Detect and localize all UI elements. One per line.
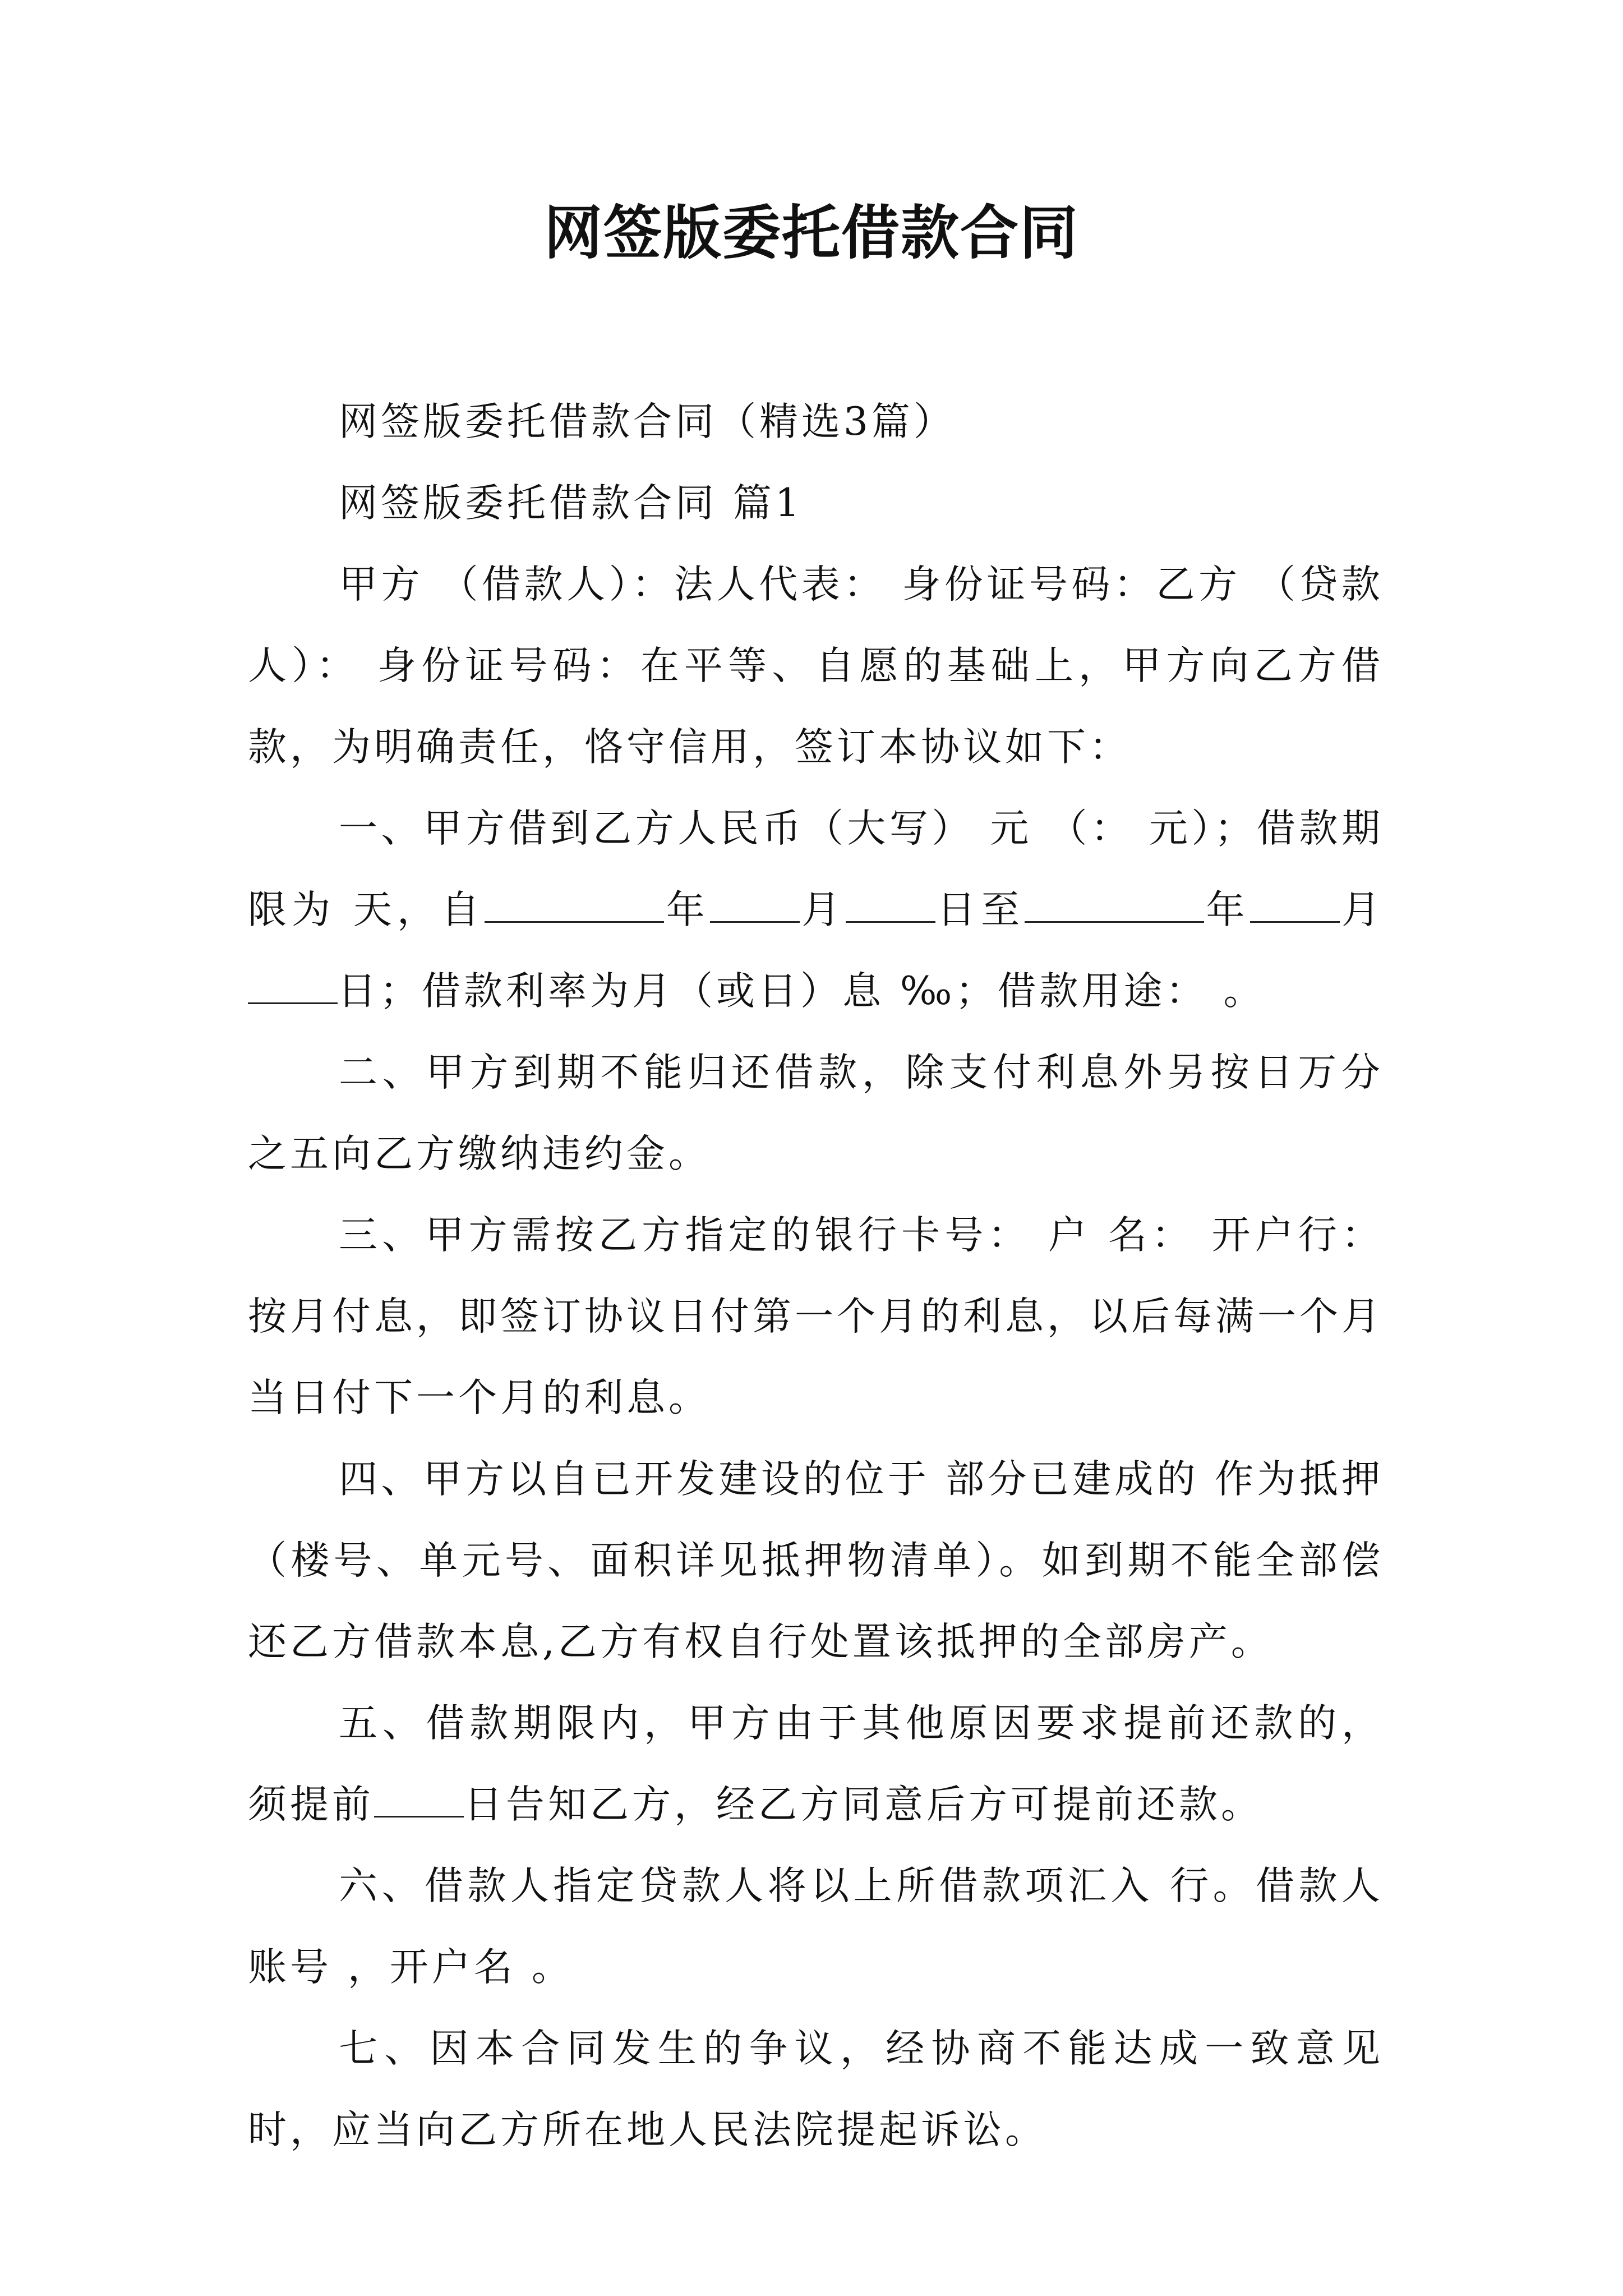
clause-1-text-c: 月: [799, 887, 846, 932]
clause-1-text-d: 日至: [935, 887, 1025, 932]
subtitle-line: 网签版委托借款合同（精选3篇）: [339, 399, 956, 444]
paragraph-clause-1: [248, 788, 1384, 1032]
blank-notice-days: [374, 1782, 464, 1818]
blank-start-month: [710, 887, 800, 923]
blank-end-day: [248, 969, 338, 1004]
paragraph-clause-6: 六、借款人指定贷款人将以上所借款项汇入 行。借款人账号 ，开户名 。: [248, 1864, 1384, 1990]
paragraph-clause-2: 二、甲方到期不能归还借款，除支付利息外另按日万分之五向乙方缴纳违约金。: [248, 1050, 1384, 1176]
document-body: [248, 381, 1384, 2171]
paragraph-clause-5: [248, 1683, 1384, 1846]
clause-1-text-a: 一、甲方借到乙方人民币（大写） 元 （： 元）；借款期限为 天，自: [248, 806, 1384, 932]
blank-start-year: [485, 887, 664, 923]
clause-5-text-a: 五、借款期限内，甲方由于其他原因要求提前还款的，须提前: [248, 1701, 1384, 1827]
clause-1-text-f: 月: [1339, 887, 1384, 932]
paragraph-parties: 甲方 （借款人）：法人代表： 身份证号码：乙方 （贷款人）： 身份证号码：在平等、自愿的基础上，甲方向乙方借款，为明确责任，恪守信用，签订本协议如下：: [248, 562, 1384, 770]
clause-1-text-g: 日；借款利率为月（或日）息 ‰；借款用途： 。: [338, 969, 1266, 1014]
clause-1-text-b: 年: [664, 887, 710, 932]
paragraph-clause-7: 七、因本合同发生的争议，经协商不能达成一致意见时，应当向乙方所在地人民法院提起诉讼。: [248, 2026, 1384, 2152]
paragraph-clause-4: 四、甲方以自已开发建设的位于 部分已建成的 作为抵押（楼号、单元号、面积详见抵押物清单）。如到期不能全部偿还乙方借款本息,乙方有权自行处置该抵押的全部房产。: [248, 1457, 1384, 1664]
document-title: 网签版委托借款合同: [543, 198, 1079, 267]
paragraph-clause-3: 三、甲方需按乙方指定的银行卡号： 户 名： 开户行：按月付息，即签订协议日付第一个月的利息，以后每满一个月当日付下一个月的利息。: [248, 1213, 1384, 1420]
clause-1-text-e: 年: [1204, 887, 1250, 932]
clause-5-text-b: 日告知乙方，经乙方同意后方可提前还款。: [464, 1782, 1263, 1827]
blank-end-year: [1025, 887, 1204, 923]
blank-end-month: [1250, 887, 1340, 923]
blank-start-day: [846, 887, 935, 923]
section-heading: 网签版委托借款合同 篇1: [339, 481, 803, 526]
